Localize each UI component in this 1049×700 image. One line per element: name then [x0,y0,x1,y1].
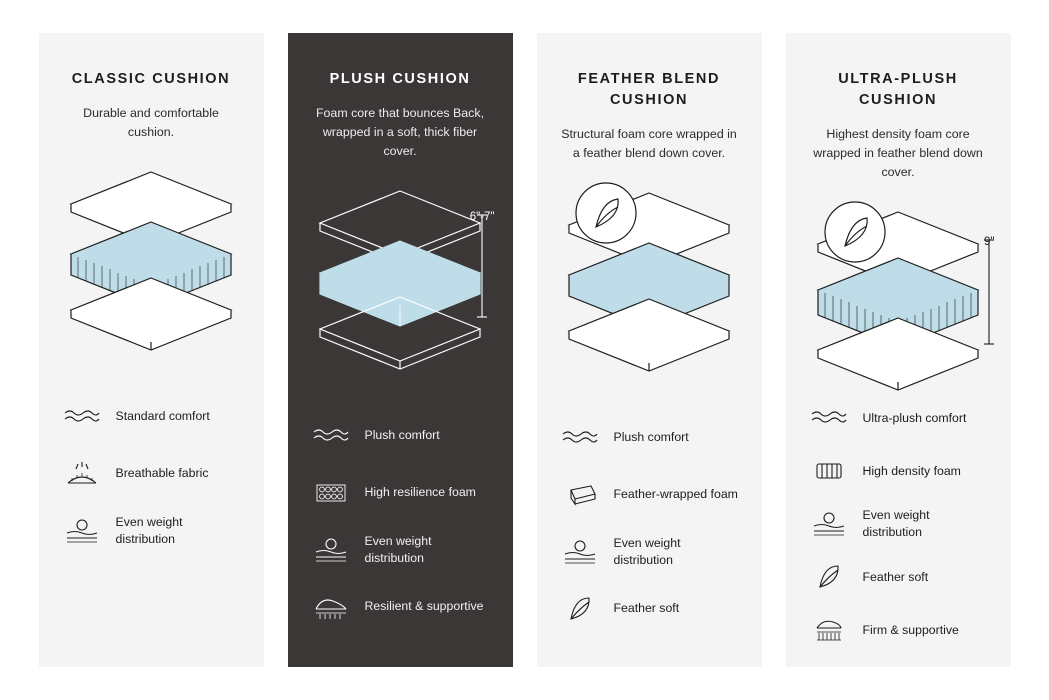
feature-label: Even weight distribution [862,508,930,539]
card-feather-blend-cushion [537,33,762,667]
feature-item [61,400,242,434]
feature-label: Even weight distribution [115,515,183,546]
feature-label: Firm & supportive [862,622,959,637]
feature-item [808,454,989,488]
card-title: PLUSH CUSHION [329,71,471,87]
card-description: Durable and comfortable cushion. [83,106,219,139]
even-weight-icon [559,535,601,569]
feature-list [559,421,740,626]
base-layer [818,318,978,390]
feature-item [559,535,740,569]
feature-item [61,457,242,491]
cushion-illustration-ultra-plush [808,198,995,391]
card-description: Foam core that bounces Back, wrapped in a soft, thick fiber cover. [315,106,485,158]
even-weight-icon [61,514,103,548]
leaf-badge-icon [576,183,636,243]
base-layer [569,299,729,371]
even-weight-icon [808,507,850,541]
dimension-bracket-icon [476,211,488,321]
card-plush-cushion [288,33,513,667]
feature-item [61,514,242,548]
wave-lines-icon [61,400,103,434]
cushion-illustration-feather-blend [559,179,740,411]
dimension-label: 6"-7" [469,210,495,223]
foam-core-layer [320,241,480,326]
feature-label: Even weight distribution [613,536,681,567]
feature-item [310,590,491,624]
feature-item [808,507,989,541]
feature-item [559,478,740,512]
feature-item [808,401,989,435]
feature-list [808,401,989,647]
card-ultra-plush-cushion [786,33,1011,667]
card-classic-cushion [39,33,264,667]
feature-label: High density foam [862,463,961,478]
feature-label: Breathable fabric [115,466,209,481]
feature-label: Resilient & supportive [364,599,484,614]
feature-label: Even weight distribution [364,533,432,565]
feature-item [310,533,491,567]
feature-item [310,476,491,510]
wave-lines-icon [559,421,601,455]
feature-item [808,613,989,647]
feature-label: Feather-wrapped foam [613,487,738,502]
card-title: ULTRA-PLUSH CUSHION [838,71,958,109]
feather-icon [559,592,601,626]
feature-item [808,560,989,594]
feature-item [559,421,740,455]
wave-lines-icon [310,419,352,453]
firm-support-icon [808,613,850,647]
base-layer [71,278,231,350]
feather-icon [808,560,850,594]
leaf-badge-icon [825,202,885,262]
feather-wrapped-foam-icon [559,478,601,512]
card-title: FEATHER BLEND CUSHION [577,71,721,109]
feature-label: Ultra-plush comfort [862,410,967,425]
breathable-fabric-icon [61,457,103,491]
feature-label: Feather soft [862,569,929,584]
high-density-foam-icon [808,454,850,488]
cushion-illustration-plush [310,177,495,409]
dimension-label: 9" [984,235,995,248]
card-description: Structural foam core wrapped in a feather blend down cover. [561,127,737,160]
feature-label: Plush comfort [364,428,440,443]
dimension-indicator [470,211,495,223]
wave-lines-icon [808,401,850,435]
feature-list [310,419,491,624]
feature-label: Plush comfort [613,430,689,445]
resilient-support-icon [310,590,352,624]
feature-item [310,419,491,453]
feature-list [61,400,242,548]
even-weight-icon [310,533,352,567]
card-description: Highest density foam core wrapped in feather blend down cover. [813,127,983,179]
honeycomb-icon [310,476,352,510]
dimension-bracket-icon [983,236,995,348]
dimension-indicator [984,236,994,248]
feature-item [559,592,740,626]
feature-label: Feather soft [613,601,680,616]
cushion-illustration-classic [61,158,242,390]
feature-label: High resilience foam [364,485,476,500]
feature-label: Standard comfort [115,409,210,424]
card-title: CLASSIC CUSHION [71,71,231,87]
